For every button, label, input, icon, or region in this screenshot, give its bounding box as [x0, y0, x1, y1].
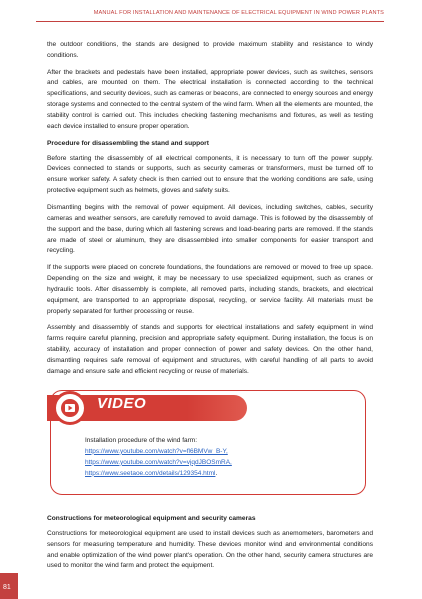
page-tab	[0, 573, 18, 599]
video-link-3[interactable]: https://www.seetaoe.com/details/129354.html	[85, 469, 216, 477]
paragraph: Constructions for meteorological equipment are used to install devices such as anemometers, barometers and sensors for measuring temperature and humidity. These devices monitor wind and environmental conditions and enable optimization of the wind power plant's operation. On the other hand, security camera structures are used to monitor the wind farm and protect the equipment.	[47, 529, 373, 570]
page-number: 81	[3, 584, 11, 591]
paragraph: Dismantling begins with the removal of power equipment. All devices, including switches, cables, security cameras and weather sensors, are carefully removed to avoid damage. This is followed by the disassembly of the support and the base, during which all fastening screws and load-bearing parts are removed. If the stands are made of steel or aluminum, they are disassembled into smaller components for easier transport and recycling.	[47, 203, 373, 255]
video-label: VIDEO	[97, 394, 147, 412]
play-icon	[61, 399, 79, 417]
video-caption-text: Installation procedure of the wind farm:	[85, 436, 198, 444]
paragraph: the outdoor conditions, the stands are designed to provide maximum stability and resistance to windy conditions.	[47, 41, 373, 59]
video-box	[47, 387, 369, 498]
video-link-3-end: .	[215, 469, 218, 477]
section-heading: Constructions for meteorological equipment and security cameras	[47, 514, 256, 522]
paragraph: Before starting the disassembly of all electrical components, it is necessary to turn off the power supply. Devices connected to stands or supports, such as security cameras or transformers, must be turned off to ensure worker safety. A safety check is then carried out to ensure that the working conditions are safe, using protective equipment such as helmets, gloves and safety suits.	[47, 154, 373, 195]
header-rule	[36, 21, 384, 22]
page-content	[47, 40, 373, 578]
video-link-1[interactable]: https://www.youtube.com/watch?v=fl6BMVw_B-Y,	[85, 447, 228, 455]
video-play-icon	[53, 391, 87, 425]
running-header: MANUAL FOR INSTALLATION AND MAINTENANCE OF ELECTRICAL EQUIPMENT IN WIND POWER PLANTS	[93, 10, 384, 16]
paragraph: After the brackets and pedestals have been installed, appropriate power devices, such as switches, sensors and cables, are mounted on them. The electrical installation is connected according to the technical specifications, and security devices, such as cameras or beacons, are connected to energy sources and energy storage systems and connected to the central system of the wind farm. When all the elements are mounted, the stability control is carried out. This includes checking fastening mechanisms and fixtures, as well as testing each device installed to ensure proper operation.	[47, 68, 373, 131]
video-link-2[interactable]: https://www.youtube.com/watch?v=vjqdJBOSmRA,	[85, 458, 232, 466]
paragraph: If the supports were placed on concrete foundations, the foundations are removed or moved to free up space. Depending on the size and weight, it may be necessary to use specialized equipment, such as cranes or hydraulic tools. After disassembly is complete, all removed parts, including stands, brackets, and electrical equipment, are transported to an appropriate disposal, recycling, or service facility. All materials must be properly separated for further processing or reuse.	[47, 264, 373, 315]
paragraph: Assembly and disassembly of stands and supports for electrical installations and safety equipment in wind farms require careful planning, precision and appropriate safety equipment. During installation, the focus is on stability, accuracy of installation and proper connection of power and safety devices. On the other hand, dismantling requires safe removal of equipment and structures, with careful handling of all parts to avoid damage and ensure safe and efficient recycling or reuse of materials.	[47, 324, 373, 375]
section-heading: Procedure for disassembling the stand and support	[47, 139, 209, 147]
video-caption	[85, 435, 345, 479]
